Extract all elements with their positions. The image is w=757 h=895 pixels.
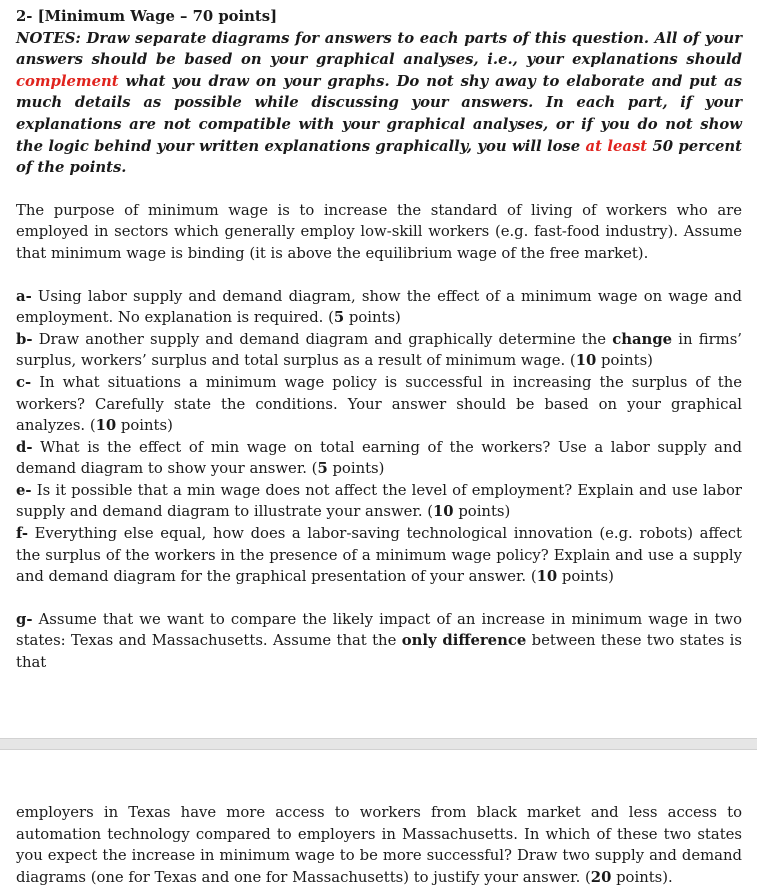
notes-text-1: NOTES: Draw separate diagrams for answers to each parts of this question. All of your answers should be based on your graphical analyses, i.e., your explanations should (16, 29, 742, 69)
notes-text-3: 50 percent of the points. (16, 137, 743, 177)
part-b (16, 329, 742, 372)
part-a-points: 5 (333, 309, 345, 327)
part-b-text-1: Draw another supply and demand diagram and graphically determine the (32, 330, 613, 348)
page-break (0, 738, 757, 750)
part-f-points: 10 (536, 568, 558, 586)
part-a-text: Using labor supply and demand diagram, show the effect of a minimum wage on wage and employment. No explanation is required. ( (16, 287, 742, 327)
part-b-label: b- (16, 330, 33, 348)
part-e (16, 480, 742, 523)
part-b-bold: change (612, 330, 673, 348)
part-d (16, 437, 742, 480)
question-title: 2- [Minimum Wage – 70 points] (16, 8, 278, 25)
part-f-suffix: points) (557, 568, 614, 586)
part-g-points: 20 (590, 868, 612, 886)
notes-text-2: what you draw on your graphs. Do not shy away to elaborate and put as much details as possible while discussing your answers. In each part, if your explanations are not compatible with your graphical analyses, or if you do not show the logic behind your written explanations graphically, you will lose (16, 72, 742, 155)
part-d-points: 5 (317, 460, 328, 478)
part-g-bold: only difference (401, 632, 527, 650)
part-g (16, 609, 742, 674)
part-b-suffix: points) (596, 352, 653, 370)
part-a-suffix: points) (344, 309, 401, 327)
part-d-text: What is the effect of min wage on total earning of the workers? Use a labor supply and demand diagram to show your answer. ( (16, 438, 742, 478)
part-f-label: f- (16, 525, 28, 543)
page-two-body (16, 802, 742, 888)
part-a-label: a- (16, 287, 32, 305)
part-g-text-2: between these two states is that (16, 632, 743, 672)
part-c-label: c- (16, 373, 32, 391)
notes-complement: complement (16, 72, 119, 90)
part-f (16, 523, 742, 588)
part-d-suffix: points) (327, 460, 385, 478)
part-e-points: 10 (433, 503, 454, 521)
part-a (16, 286, 742, 329)
part-c-points: 10 (95, 417, 117, 435)
part-g-text-1: Assume that we want to compare the likely impact of an increase in minimum wage in two states: Texas and Massachusetts. Assume that the (16, 610, 742, 650)
notes-paragraph (16, 28, 742, 179)
part-g-suffix: points). (611, 868, 673, 886)
part-f-text: Everything else equal, how does a labor-saving technological innovation (e.g. robots) affect the surplus of the workers in the presence of a minimum wage policy? Explain and use a supply and demand diagram for the graphical presentation of your answer. ( (16, 525, 742, 586)
part-e-text: Is it possible that a min wage does not affect the level of employment? Explain and use labor supply and demand diagram to illustrate your answer. ( (16, 481, 742, 521)
part-g-continuation-text: employers in Texas have more access to workers from black market and less access to automation technology compared to employers in Massachusetts. In which of these two states you expect the increase in minimum wage to be more successful? Draw two supply and demand diagrams (one for Texas and one for Massachusetts) to justify your answer. ( (16, 804, 742, 886)
part-b-text-2: in firms’ surplus, workers’ surplus and total surplus as a result of minimum wage. ( (16, 330, 742, 370)
question-body (16, 6, 742, 674)
part-e-suffix: points) (453, 503, 511, 521)
part-c (16, 372, 742, 437)
part-d-label: d- (16, 438, 33, 456)
notes-at-least: at least (585, 137, 648, 155)
part-g-label: g- (16, 610, 33, 628)
part-c-suffix: points) (116, 417, 173, 435)
part-g-continuation (16, 802, 742, 888)
intro-paragraph: The purpose of minimum wage is to increase the standard of living of workers who are employed in sectors which generally employ low-skill workers (e.g. fast-food industry). Assume that minimum wage is binding (it is above the equilibrium wage of the free market). (16, 201, 742, 262)
part-e-label: e- (16, 481, 32, 499)
part-b-points: 10 (575, 352, 597, 370)
part-c-text: In what situations a minimum wage policy is successful in increasing the surplus of the workers? Carefully state the conditions. Your answer should be based on your graphical analyzes. ( (16, 373, 742, 435)
